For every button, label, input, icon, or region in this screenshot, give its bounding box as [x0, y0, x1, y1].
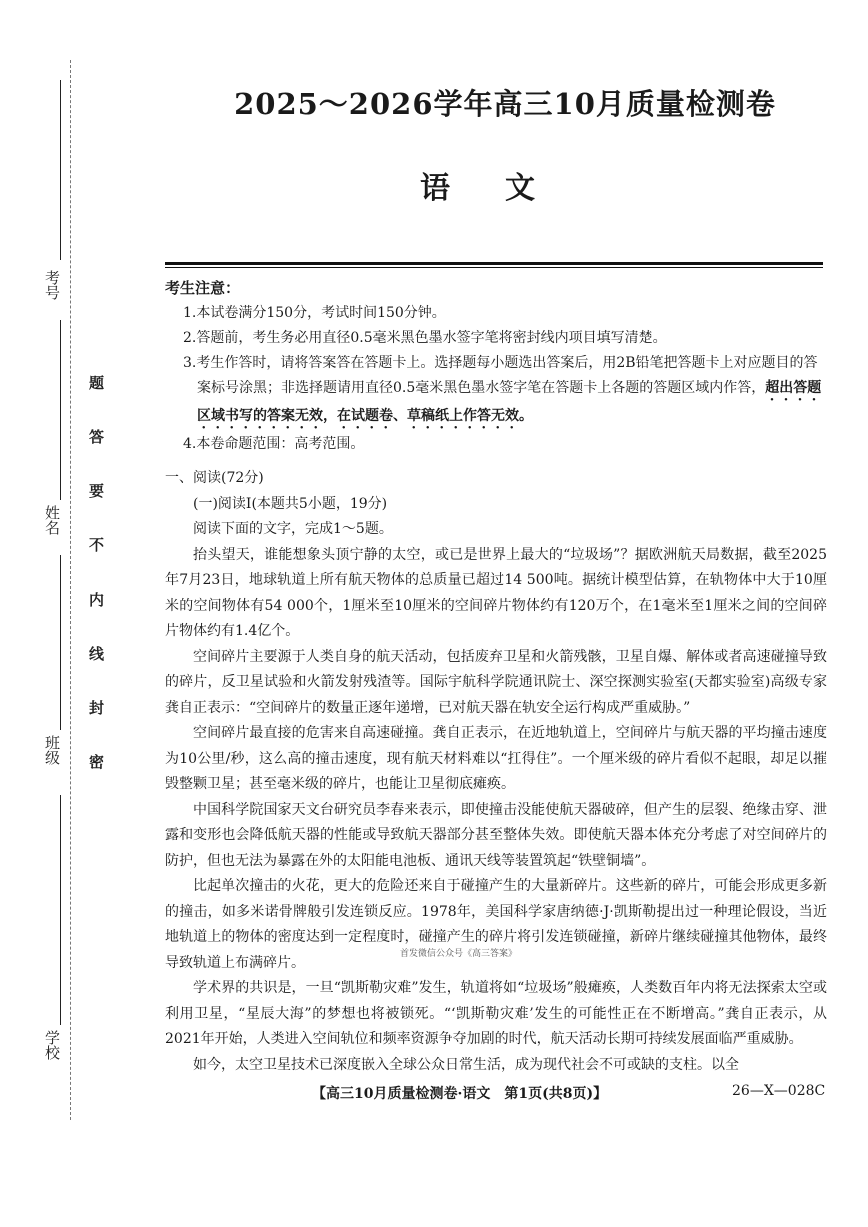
seal-char: 封 [89, 698, 105, 717]
seal-char: 线 [89, 644, 105, 663]
notice-item-text: 3.考生作答时，请将答案答在答题卡上。选择题每小题选出答案后，用2B铅笔把答题卡上对应题目的答案标号涂黑；非选择题请用直径0.5毫米黑色墨水签字笔在答题卡上各题的答题区域内作答， [183, 355, 818, 396]
paragraph: 如今，太空卫星技术已深度嵌入全球公众日常生活，成为现代社会不可或缺的支柱。以全 [193, 1056, 739, 1073]
seal-char: 答 [89, 428, 105, 447]
reading-section [165, 466, 827, 1078]
seal-char: 内 [89, 590, 105, 609]
seal-char: 密 [89, 752, 105, 771]
instruction: 阅读下面的文字，完成1～5题。 [193, 521, 393, 537]
watermark: 首发微信公众号《高三答案》 [400, 949, 518, 959]
header-rule-thin [165, 267, 823, 268]
sub-section-heading: (一)阅读Ⅰ(本题共5小题，19分) [193, 495, 388, 512]
seal-char: 要 [89, 482, 105, 501]
header-rule [165, 262, 823, 265]
notice-item: 4.本卷命题范围：高考范围。 [183, 436, 365, 452]
paragraph: 抬头望天，谁能想象头顶宁静的太空，或已是世界上最大的“垃圾场”？据欧洲航天局数据，截至2025年7月23日，地球轨道上所有航天物体的总质量已超过14 500吨。据统计模型估算，在轨物体中大于10厘米的空间物体有54 000个，1厘米至10厘米的空间碎片物体约有120万个，在1毫米至1厘米之间的空间碎片物体约有1.4亿个。 [165, 546, 827, 639]
paragraph: 空间碎片主要源于人类自身的航天活动，包括废弃卫星和火箭残骸，卫星自爆、解体或者高速碰撞导致的碎片，反卫星试验和火箭发射残渣等。国际宇航科学院通讯院士、深空探测实验室(天都实验室)高级专家龚自正表示：“空间碎片的数量正逐年递增，已对航天器在轨安全运行构成严重威胁。” [165, 648, 827, 716]
paragraph: 学术界的共识是，一旦“凯斯勒灾难”发生，轨道将如“垃圾场”般瘫痪，人类数百年内将无法探索太空或利用卫星，“星辰大海”的梦想也将被锁死。“‘凯斯勒灾难’发生的可能性正在不断增高。”龚自正表示，从2021年开始，人类进入空间轨位和频率资源争夺加剧的时代，航天活动长期可持续发展面临严重威胁。 [165, 980, 827, 1047]
paragraph: 中国科学院国家天文台研究员李春来表示，即使撞击没能使航天器破碎，但产生的层裂、绝缘击穿、泄露和变形也会降低航天器的性能或导致航天器部分甚至整体失效。即使航天器本体充分考虑了对空间碎片的防护，但也无法为暴露在外的太阳能电池板、通讯天线等装置筑起“铁壁铜墙”。 [165, 801, 827, 869]
class-label: 班级 [43, 735, 61, 765]
school-field[interactable] [60, 795, 61, 1025]
notice-item: 1.本试卷满分150分，考试时间150分钟。 [183, 305, 446, 321]
seal-char: 不 [89, 536, 105, 555]
seal-warning [89, 372, 104, 772]
exam-number-label: 考号 [43, 270, 61, 300]
exam-title: 2025～2026学年高三10月质量检测卷 [234, 87, 776, 121]
paragraph: 空间碎片最直接的危害来自高速碰撞。龚自正表示，在近地轨道上，空间碎片与航天器的平均撞击速度为10公里/秒，这么高的撞击速度，现有航天材料难以“扛得住”。一个厘米级的碎片看似不起眼，却足以摧毁整颗卫星；甚至毫米级的碎片，也能让卫星彻底瘫痪。 [165, 725, 827, 792]
exam-number-field[interactable] [60, 80, 61, 260]
section-heading: 一、阅读(72分) [165, 470, 264, 486]
exam-notice [165, 276, 825, 457]
notice-emphasis: 超出答题区域书写的答案无效，在试题卷、草稿纸上作答无效。 [197, 380, 822, 424]
seal-char: 题 [89, 374, 105, 392]
page-footer: 【高三10月质量检测卷·语文 第1页(共8页)】 [312, 1086, 608, 1102]
subject-title: 语文 [420, 171, 590, 206]
notice-item [165, 351, 825, 432]
notice-heading: 考生注意： [165, 279, 241, 297]
notice-item [165, 326, 825, 351]
class-field[interactable] [60, 555, 61, 730]
school-label: 学校 [43, 1030, 61, 1060]
seal-dashed-line [70, 60, 71, 1120]
paragraph: 比起单次撞击的火花，更大的危险还来自于碰撞产生的大量新碎片。这些新的碎片，可能会形成更多新的撞击，如多米诺骨牌般引发连锁反应。1978年，美国科学家唐纳德·J·凯斯勒提出过一种理论假设，当近地轨道上的物体的密度达到一定程度时，碰撞产生的碎片将引发连锁碰撞，新碎片继续碰撞其他物体，最终导致轨道上布满碎片。 [165, 878, 827, 971]
name-field[interactable] [60, 320, 61, 500]
name-label: 姓名 [43, 505, 61, 535]
notice-item-text: 2.答题前，考生务必用直径0.5毫米黑色墨水签字笔将密封线内项目填写清楚。 [183, 330, 667, 346]
paper-code: 26—X—028C [732, 1083, 826, 1099]
